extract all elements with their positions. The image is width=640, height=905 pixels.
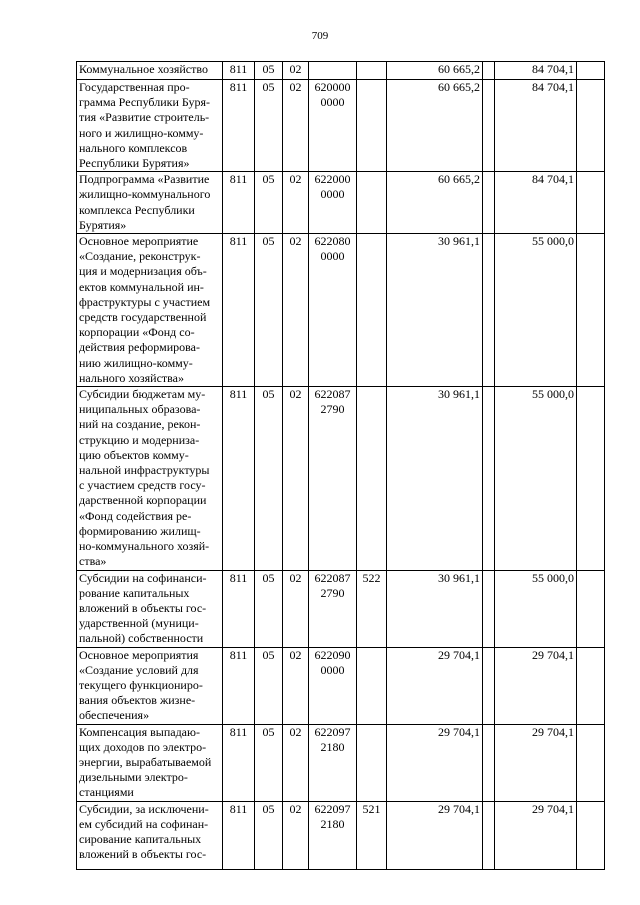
ministry-code: 811: [223, 62, 255, 80]
row-name-line: жилищно-коммунального: [79, 187, 211, 202]
row-name-line: ного и жилищно-комму-: [79, 125, 204, 140]
row-name-line: комплекса Республики: [79, 202, 195, 217]
amount-year-2: 29 704,1: [495, 801, 577, 869]
section-code: 05: [255, 80, 283, 172]
spacer-cell: [483, 234, 495, 387]
amount-year-1: 60 665,2: [387, 172, 483, 234]
row-name-line: средств государственной: [79, 310, 207, 325]
expense-type-code: [357, 172, 387, 234]
target-code-line: 0000: [320, 249, 345, 264]
expense-type-code: [357, 387, 387, 570]
amount-year-2: 84 704,1: [495, 62, 577, 80]
row-name-line: Компенсация выпадаю-: [79, 724, 200, 739]
row-name: [77, 647, 223, 724]
subsection-code: 02: [283, 647, 309, 724]
target-code-line: 622087: [314, 387, 351, 402]
target-code-line: 622000: [314, 172, 351, 187]
section-code: 05: [255, 647, 283, 724]
row-name-line: струкцию и модерниза-: [79, 432, 200, 447]
row-name-line: ем субсидий на софинан-: [79, 816, 209, 831]
ministry-code: 811: [223, 80, 255, 172]
row-name-line: тия «Развитие строитель-: [79, 110, 210, 125]
target-code: [309, 62, 357, 80]
spacer-cell: [483, 801, 495, 869]
ministry-code: 811: [223, 234, 255, 387]
target-code-line: 0000: [320, 95, 345, 110]
spacer-cell: [577, 801, 605, 869]
row-name-line: «Создание условий для: [79, 662, 199, 677]
spacer-cell: [577, 80, 605, 172]
row-name-line: обеспечения»: [79, 708, 150, 723]
amount-year-2: 55 000,0: [495, 234, 577, 387]
amount-year-1: 29 704,1: [387, 724, 483, 801]
amount-year-2: 55 000,0: [495, 570, 577, 647]
expense-type-code: [357, 234, 387, 387]
target-code-line: 620000: [314, 80, 351, 94]
subsection-code: 02: [283, 570, 309, 647]
row-name-line: Субсидии, за исключени-: [79, 801, 209, 816]
row-name-line: станциями: [79, 785, 134, 800]
expense-type-code: [357, 62, 387, 80]
spacer-cell: [483, 724, 495, 801]
row-name: [77, 234, 223, 387]
spacer-cell: [577, 724, 605, 801]
table-body: [77, 62, 605, 870]
row-name-line: нального комплексов: [79, 140, 188, 155]
amount-year-1: 60 665,2: [387, 80, 483, 172]
row-name-line: Республики Бурятия»: [79, 156, 190, 171]
target-code: [309, 172, 357, 234]
row-name-line: текущего функциониро-: [79, 677, 203, 692]
row-name-line: нию жилищно-комму-: [79, 355, 193, 370]
expense-type-code: [357, 724, 387, 801]
target-code-line: 622087: [314, 570, 351, 585]
expense-type-code: 521: [357, 801, 387, 869]
row-name-line: Подпрограмма «Развитие: [79, 172, 210, 187]
amount-year-1: 29 704,1: [387, 647, 483, 724]
table-row: [77, 62, 605, 80]
table-row: [77, 387, 605, 570]
target-code-line: 622097: [314, 801, 351, 816]
ministry-code: 811: [223, 647, 255, 724]
expense-type-code: [357, 80, 387, 172]
amount-year-2: 84 704,1: [495, 80, 577, 172]
budget-table: [76, 61, 605, 870]
amount-year-2: 29 704,1: [495, 724, 577, 801]
row-name-line: с участием средств госу-: [79, 478, 206, 493]
section-code: 05: [255, 62, 283, 80]
row-name-line: Основное мероприятие: [79, 234, 199, 249]
row-name-line: щих доходов по электро-: [79, 739, 207, 754]
table-row: [77, 801, 605, 869]
row-name-line: дизельными электро-: [79, 770, 188, 785]
row-name-line: вложений в объекты гос-: [79, 600, 207, 615]
spacer-cell: [577, 647, 605, 724]
amount-year-2: 84 704,1: [495, 172, 577, 234]
table-row: [77, 647, 605, 724]
section-code: 05: [255, 172, 283, 234]
target-code-line: 0000: [320, 187, 345, 202]
row-name-line: Коммунальное хозяйство: [79, 62, 208, 76]
spacer-cell: [483, 570, 495, 647]
spacer-cell: [577, 387, 605, 570]
row-name-line: вания объектов жизне-: [79, 693, 196, 708]
table-row: [77, 80, 605, 172]
row-name-line: Основное мероприятия: [79, 647, 199, 662]
subsection-code: 02: [283, 80, 309, 172]
row-name-line: энергии, вырабатываемой: [79, 754, 212, 769]
row-name-line: Бурятия»: [79, 217, 127, 232]
amount-year-1: 60 665,2: [387, 62, 483, 80]
section-code: 05: [255, 801, 283, 869]
row-name-line: нальной инфраструктуры: [79, 463, 210, 478]
target-code-line: 622080: [314, 234, 351, 249]
row-name-line: нального хозяйства»: [79, 370, 184, 385]
row-name-line: фраструктуры с участием: [79, 294, 211, 309]
table-row: [77, 172, 605, 234]
spacer-cell: [483, 647, 495, 724]
target-code: [309, 234, 357, 387]
ministry-code: 811: [223, 172, 255, 234]
expense-type-code: 522: [357, 570, 387, 647]
spacer-cell: [577, 62, 605, 80]
row-name-line: формированию жилищ-: [79, 523, 201, 538]
ministry-code: 811: [223, 724, 255, 801]
row-name-line: вложений в объекты гос-: [79, 847, 207, 862]
row-name-line: ектов коммунальной ин-: [79, 279, 204, 294]
section-code: 05: [255, 724, 283, 801]
amount-year-1: 30 961,1: [387, 387, 483, 570]
row-name-line: ства»: [79, 554, 107, 569]
subsection-code: 02: [283, 234, 309, 387]
target-code-line: 2790: [320, 585, 345, 600]
page-number: 709: [311, 30, 329, 42]
target-code-line: 622090: [314, 647, 351, 662]
amount-year-2: 55 000,0: [495, 387, 577, 570]
row-name-line: грамма Республики Буря-: [79, 95, 210, 110]
row-name-line: действия реформирова-: [79, 340, 200, 355]
table-row: [77, 234, 605, 387]
row-name-line: ниципальных образова-: [79, 402, 201, 417]
target-code: [309, 801, 357, 869]
spacer-cell: [483, 62, 495, 80]
row-name-line: Субсидии на софинанси-: [79, 570, 207, 585]
ministry-code: 811: [223, 801, 255, 869]
subsection-code: 02: [283, 801, 309, 869]
amount-year-1: 30 961,1: [387, 570, 483, 647]
subsection-code: 02: [283, 724, 309, 801]
target-code-line: 622097: [314, 724, 351, 739]
target-code: [309, 724, 357, 801]
amount-year-1: 29 704,1: [387, 801, 483, 869]
subsection-code: 02: [283, 62, 309, 80]
subsection-code: 02: [283, 387, 309, 570]
row-name-line: Субсидии бюджетам му-: [79, 387, 206, 402]
table-row: [77, 570, 605, 647]
row-name-line: сирование капитальных: [79, 831, 202, 846]
row-name-line: пальной) собственности: [79, 631, 204, 646]
target-code: [309, 80, 357, 172]
amount-year-1: 30 961,1: [387, 234, 483, 387]
ministry-code: 811: [223, 570, 255, 647]
spacer-cell: [577, 570, 605, 647]
row-name-line: цию объектов комму-: [79, 447, 189, 462]
section-code: 05: [255, 570, 283, 647]
target-code: [309, 570, 357, 647]
expense-type-code: [357, 647, 387, 724]
row-name: [77, 724, 223, 801]
target-code-line: 2790: [320, 402, 345, 417]
row-name: [77, 80, 223, 172]
row-name-line: ударственной (муници-: [79, 616, 199, 631]
row-name: [77, 801, 223, 869]
row-name-line: корпорации «Фонд со-: [79, 325, 195, 340]
row-name: [77, 62, 223, 80]
ministry-code: 811: [223, 387, 255, 570]
spacer-cell: [577, 172, 605, 234]
amount-year-2: 29 704,1: [495, 647, 577, 724]
spacer-cell: [577, 234, 605, 387]
row-name: [77, 387, 223, 570]
row-name-line: «Создание, реконструк-: [79, 249, 201, 264]
row-name-line: ний на создание, рекон-: [79, 417, 201, 432]
row-name-line: «Фонд содействия ре-: [79, 508, 192, 523]
target-code: [309, 647, 357, 724]
target-code-line: 0000: [320, 662, 345, 677]
row-name: [77, 570, 223, 647]
section-code: 05: [255, 234, 283, 387]
row-name-line: но-коммунального хозяй-: [79, 539, 210, 554]
table-row: [77, 724, 605, 801]
row-name-line: ция и модернизация объ-: [79, 264, 207, 279]
target-code: [309, 387, 357, 570]
spacer-cell: [483, 387, 495, 570]
spacer-cell: [483, 80, 495, 172]
row-name: [77, 172, 223, 234]
section-code: 05: [255, 387, 283, 570]
subsection-code: 02: [283, 172, 309, 234]
row-name-line: Государственная про-: [79, 80, 190, 94]
target-code-line: 2180: [320, 816, 345, 831]
spacer-cell: [483, 172, 495, 234]
target-code-line: 2180: [320, 739, 345, 754]
row-name-line: рование капитальных: [79, 585, 190, 600]
row-name-line: дарственной корпорации: [79, 493, 207, 508]
